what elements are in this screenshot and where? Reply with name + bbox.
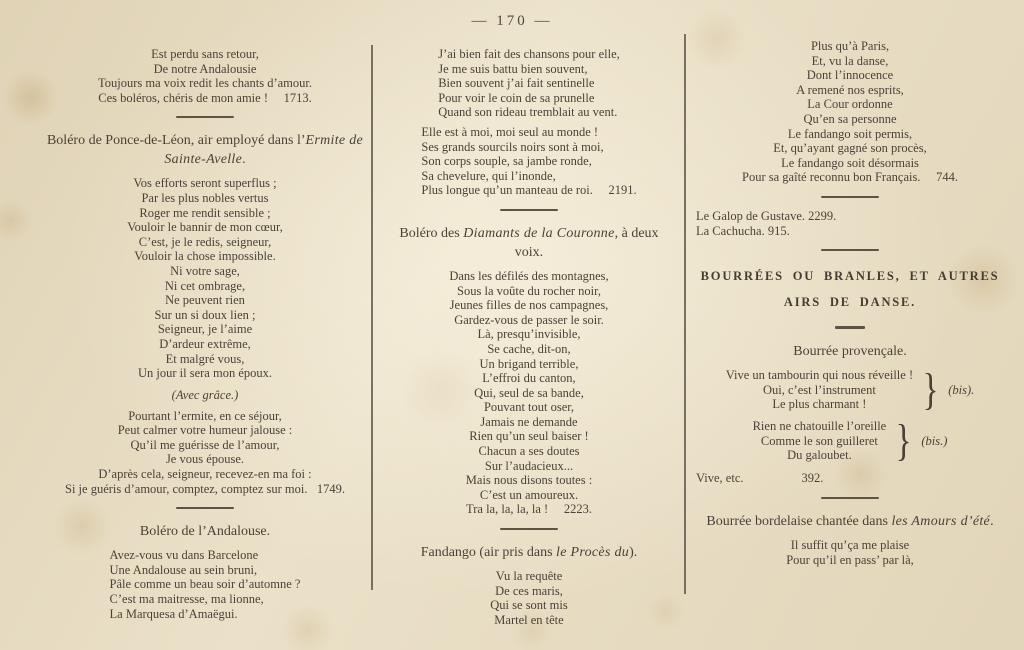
- text-line: Une Andalouse au sein bruni,: [109, 562, 258, 577]
- text-line: La Cour ordonne: [807, 97, 893, 112]
- stanza: [690, 39, 1010, 185]
- text-line: Plus longue qu’un manteau de roi. 2191.: [421, 183, 637, 198]
- text-line: Qui, seul de sa bande,: [474, 385, 584, 400]
- braced-stanza: [690, 365, 1010, 415]
- text-line: Ses grands sourcils noirs sont à moi,: [421, 139, 604, 154]
- text-line: Plus qu’à Paris,: [810, 39, 890, 53]
- stanza: [378, 125, 680, 198]
- text-line: Un jour il sera mon époux.: [137, 366, 272, 381]
- text-line: Tra la, la, la, la ! 2223.: [466, 502, 592, 517]
- text-line: Roger me rendit sensible ;: [139, 205, 271, 220]
- text-line: Dans les défilés des montagnes,: [449, 268, 609, 283]
- song-index-lines: [690, 209, 1010, 238]
- text-line: Chacun a ses doutes: [478, 444, 580, 459]
- refrain-text: Vive, etc.: [696, 471, 744, 486]
- text-line: Le plus charmant !: [772, 397, 867, 412]
- stage-direction: (Avec grâce.): [171, 387, 239, 402]
- text-line: Ne peuvent rien: [165, 293, 245, 308]
- stanza-lines: [696, 209, 1010, 238]
- chapter-heading: [690, 263, 1010, 315]
- bis-label: (bis).: [948, 382, 975, 397]
- brace-icon: }: [895, 416, 912, 466]
- text-line: Se cache, dit-on,: [487, 341, 571, 356]
- text-line: Peut calmer votre humeur jalouse :: [117, 423, 293, 438]
- text-line: Qu’il me guérisse de l’amour,: [130, 437, 280, 452]
- text-line: Sous la voûte du rocher noir,: [457, 283, 601, 298]
- column-left: [40, 0, 370, 626]
- text-line: Par les plus nobles vertus: [141, 190, 269, 205]
- stanza-lines: [690, 39, 1010, 185]
- stanza-lines: [378, 569, 680, 627]
- text-line: Le fandango soit permis,: [787, 126, 913, 141]
- text-line: La Cachucha. 915.: [696, 223, 790, 238]
- text-line: Rien ne chatouille l’oreille: [752, 419, 887, 434]
- column-divider: [684, 34, 686, 594]
- text-line: Si je guéris d’amour, comptez, comptez sur moi. 1749.: [65, 481, 345, 496]
- stanza-lines: [40, 47, 370, 105]
- text-line: Rien qu’un seul baiser !: [469, 429, 589, 444]
- text-line: Pouvant tout oser,: [483, 400, 575, 415]
- text-line: Toujours ma voix redit les chants d’amour.: [97, 76, 312, 91]
- text-line: Pâle comme un beau soir d’automne ?: [109, 577, 301, 592]
- text-line: Qui se sont mis: [490, 598, 568, 613]
- stanza-lines: [110, 548, 301, 621]
- text-line: Sur l’audacieux...: [484, 458, 574, 473]
- text-line: Un brigand terrible,: [479, 356, 579, 371]
- text-line: Pour voir le coin de sa prunelle: [438, 90, 595, 105]
- stanza-lines: [726, 368, 913, 412]
- stanza: [40, 176, 370, 380]
- text-line: C’est un amoureux.: [479, 487, 579, 502]
- stanza: [378, 269, 680, 517]
- text-line: Comme le son guilleret: [760, 433, 878, 448]
- stanza-lines: [690, 538, 1010, 567]
- stanza-lines: [753, 419, 887, 463]
- stanza-lines: [438, 47, 620, 120]
- text-line: AIRS DE DANSE.: [783, 295, 917, 310]
- text-line: Sa chevelure, qui l’inonde,: [421, 168, 556, 183]
- stanza-lines: [40, 176, 370, 380]
- text-line: D’après cela, seigneur, recevez-en ma foi :: [98, 467, 312, 482]
- text-line: Avez-vous vu dans Barcelone: [109, 548, 259, 563]
- separator-rule: [176, 116, 234, 118]
- text-line: Vos efforts seront superflus ;: [133, 176, 277, 191]
- text-line: Dont l’innocence: [806, 68, 894, 83]
- column-right: [690, 0, 1010, 572]
- refrain-reference: [690, 471, 1010, 486]
- text-line: Je me suis battu bien souvent,: [438, 61, 588, 76]
- text-line: A remené nos esprits,: [796, 82, 904, 97]
- text-line: Vouloir le bannir de mon cœur,: [127, 220, 283, 235]
- separator-rule: [176, 507, 234, 509]
- stanza: [40, 548, 370, 621]
- text-line: Vu la requête: [495, 569, 563, 584]
- text-line: Le fandango soit désormais: [781, 155, 919, 170]
- text-line: C’est ma maitresse, ma lionne,: [109, 592, 264, 607]
- text-line: De ces maris,: [495, 583, 563, 598]
- text-line: Vive un tambourin qui nous réveille !: [725, 368, 914, 383]
- text-line: Là, presqu’invisible,: [477, 327, 581, 342]
- text-line: Et, qu’ayant gagné son procès,: [773, 141, 927, 156]
- text-line: Il suffit qu’ça me plaise: [790, 538, 910, 553]
- text-line: Elle est à moi, moi seul au monde !: [421, 124, 599, 139]
- text-line: Je vous épouse.: [165, 452, 245, 467]
- separator-rule: [821, 249, 879, 251]
- text-line: Son corps souple, sa jambe ronde,: [421, 154, 592, 169]
- text-line: Pourtant l’ermite, en ce séjour,: [128, 408, 282, 423]
- stanza: [378, 569, 680, 627]
- text-line: Ni votre sage,: [170, 263, 240, 278]
- text-line: Ni cet ombrage,: [164, 278, 246, 293]
- text-line: Pour qu’il en pass’ par là,: [786, 552, 914, 567]
- stanza-lines: [421, 125, 636, 198]
- song-title: Bourrée bordelaise chantée dans les Amours d’été.: [706, 514, 994, 530]
- song-title: Boléro de Ponce-de-Léon, air employé dans l’Ermite de Sainte-Avelle.: [46, 133, 364, 168]
- separator-rule: [500, 528, 558, 530]
- chapter-heading-lines: [690, 263, 1010, 315]
- text-line: L’effroi du canton,: [482, 371, 576, 386]
- brace-icon: }: [922, 365, 939, 415]
- song-title: Fandango (air pris dans le Procès du).: [420, 545, 638, 561]
- text-line: C’est, je le redis, seigneur,: [138, 234, 272, 249]
- text-line: Est perdu sans retour,: [151, 47, 259, 61]
- text-line: Bien souvent j’ai fait sentinelle: [438, 76, 595, 91]
- text-line: De notre Andalousie: [153, 61, 257, 76]
- separator-rule: [821, 196, 879, 198]
- text-line: Jeunes filles de nos campagnes,: [449, 298, 609, 313]
- text-line: BOURRÉES OU BRANLES, ET AUTRES: [700, 269, 1000, 284]
- text-line: D’ardeur extrême,: [159, 336, 251, 351]
- text-line: Gardez-vous de passer le soir.: [454, 312, 604, 327]
- separator-rule: [500, 209, 558, 211]
- text-line: Oui, c’est l’instrument: [762, 382, 876, 397]
- text-line: Ces boléros, chéris de mon amie ! 1713.: [98, 90, 312, 105]
- text-line: Vouloir la chose impossible.: [134, 249, 276, 264]
- braced-stanza: [690, 416, 1010, 466]
- stanza: [378, 47, 680, 120]
- stanza: [40, 409, 370, 497]
- text-line: Martel en tête: [494, 612, 564, 627]
- text-line: Jamais ne demande: [480, 414, 578, 429]
- separator-rule: [835, 326, 865, 329]
- page-number: — 170 —: [471, 13, 553, 29]
- song-number: 392.: [801, 471, 824, 486]
- stanza-lines: [40, 409, 370, 497]
- stanza-lines: [378, 269, 680, 517]
- text-line: Sur un si doux lien ;: [154, 307, 256, 322]
- stanza: [690, 538, 1010, 567]
- song-title: Boléro de l’Andalouse.: [139, 524, 271, 540]
- column-center: [378, 0, 680, 632]
- text-line: Mais nous disons toutes :: [465, 473, 593, 488]
- text-line: Et, vu la danse,: [811, 53, 889, 68]
- stanza: [40, 47, 370, 105]
- text-line: La Marquesa d’Amaëgui.: [109, 606, 238, 621]
- column-divider: [371, 45, 373, 590]
- text-line: Pour sa gaîté reconnu bon Français. 744.: [742, 170, 958, 185]
- text-line: Et malgré vous,: [165, 351, 245, 366]
- text-line: J’ai bien fait des chansons pour elle,: [438, 47, 620, 61]
- song-title: Bourrée provençale.: [793, 344, 907, 360]
- text-line: Le Galop de Gustave. 2299.: [696, 208, 837, 223]
- text-line: Qu’en sa personne: [803, 111, 897, 126]
- text-line: Quand son rideau tremblait au vent.: [438, 105, 618, 120]
- separator-rule: [821, 497, 879, 499]
- bis-label: (bis.): [921, 433, 948, 448]
- text-line: Seigneur, je l’aime: [157, 322, 253, 337]
- text-line: Du galoubet.: [787, 448, 852, 463]
- song-title: Boléro des Diamants de la Couronne, à deux voix.: [399, 225, 659, 260]
